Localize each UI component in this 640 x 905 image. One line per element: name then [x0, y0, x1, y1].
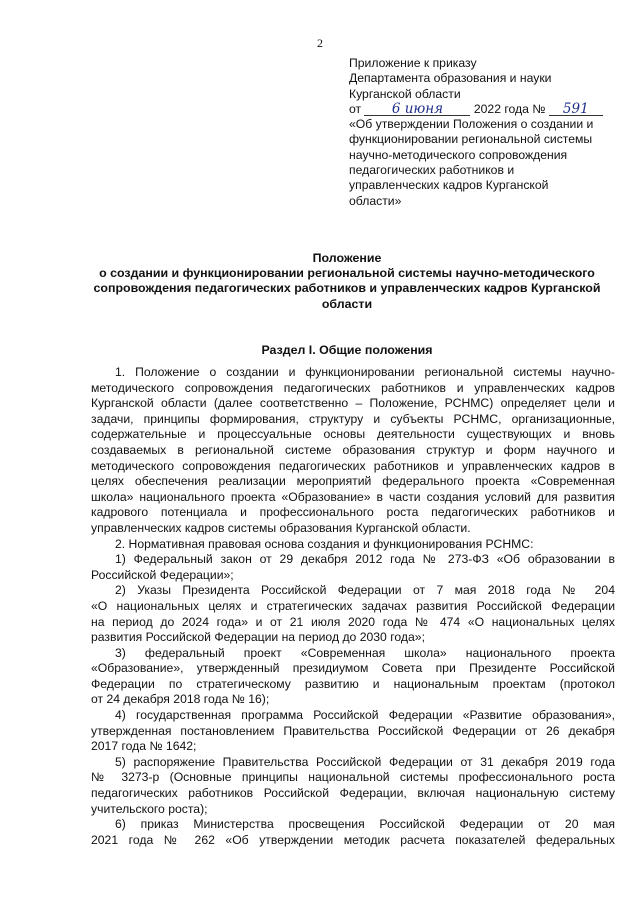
paragraph-line: «Образование», утвержденный президиумом Совета при Президенте Российской: [91, 661, 615, 676]
appendix-line: Курганской области: [349, 86, 461, 101]
paragraph: [91, 552, 615, 583]
paragraph-line: 2021 года № 262 «Об утверждении методик расчета показателей федеральных: [91, 832, 615, 847]
paragraph-line: 4) государственная программа Российской Федерации «Развитие образования»,: [115, 708, 615, 723]
title-line: области: [321, 296, 373, 311]
document-body: [91, 365, 615, 848]
paragraph-line: целях обеспечения реализации мероприятий федерального проекта «Современная: [91, 474, 615, 489]
appendix-subject-line: области»: [349, 193, 402, 208]
section-heading: Раздел I. Общие положения: [261, 343, 433, 357]
paragraph-line: 1. Положение о создании и функционировании региональной системы научно-: [115, 365, 615, 379]
paragraph: [91, 537, 615, 553]
appendix-subject-line: научно-методического сопровождения: [349, 147, 568, 162]
appendix-subject-line: управленческих кадров Курганской: [349, 178, 549, 193]
paragraph-line: методического сопровождения педагогических работников и управленческих кадров в: [91, 458, 615, 473]
paragraph-line: 6) приказ Министерства просвещения Российской Федерации от 20 мая: [115, 817, 615, 832]
date-suffix: 2022 года №: [473, 101, 546, 116]
title-line: сопровождения педагогических работников и управленческих кадров Курганской: [93, 281, 601, 296]
paragraph-line: Федерации по стратегическому развитию и национальным проектам (протокол: [91, 676, 615, 691]
handwritten-date: 6 июня: [364, 103, 470, 116]
document-title: [80, 251, 614, 312]
appendix-line: Департамента образования и науки: [349, 71, 552, 86]
paragraph-line: от 24 декабря 2018 года № 16);: [91, 692, 270, 707]
paragraph-line: управленческих кадров системы образования Курганской области.: [91, 520, 471, 535]
paragraph-line: содержательные и процессуальные основы деятельности существующих и вновь: [91, 427, 615, 442]
paragraph: [91, 708, 615, 755]
appendix-header: [349, 56, 619, 209]
paragraph: [91, 646, 615, 708]
title-line: о создании и функционировании региональной системы научно-методического: [99, 266, 595, 281]
title-line: Положение: [312, 251, 382, 265]
appendix-subject-line: «Об утверждении Положения о создании и: [349, 117, 594, 132]
paragraph-line: создаваемых в региональной системе образования структур и форм научного и: [91, 442, 615, 457]
paragraph-line: методического сопровождения педагогических работников и управленческих кадров: [91, 380, 615, 395]
order-date-number-line: [349, 102, 619, 117]
handwritten-order-number: 591: [549, 103, 603, 116]
paragraph-line: утвержденная постановлением Правительства Российской Федерации от 26 декабря: [91, 723, 615, 738]
appendix-subject-line: педагогических работников и: [349, 163, 515, 178]
paragraph-line: 2) Указы Президента Российской Федерации от 7 мая 2018 года № 204: [115, 583, 615, 598]
paragraph-line: 5) распоряжение Правительства Российской Федерации от 31 декабря 2019 года: [115, 754, 615, 769]
paragraph: [91, 817, 615, 848]
paragraph-line: «О национальных целях и стратегических задачах развития Российской Федерации: [91, 598, 615, 613]
page-number: 2: [317, 36, 323, 50]
paragraph: [91, 583, 615, 645]
paragraph-line: № 3273-р (Основные принципы национальной системы профессионального роста: [91, 770, 615, 785]
paragraph: [91, 755, 615, 817]
appendix-subject-line: функционировании региональной системы: [349, 132, 593, 147]
paragraph-line: 3) федеральный проект «Современная школа» национального проекта: [115, 645, 615, 660]
paragraph-line: 2. Нормативная правовая основа создания и функционирования РСНМС:: [115, 536, 534, 551]
paragraph-line: развития Российской Федерации на период до 2030 года»;: [91, 630, 425, 645]
paragraph-line: 2017 года № 1642;: [91, 739, 197, 754]
paragraph-line: педагогических работников Российской Федерации, включая национальную систему: [91, 786, 615, 801]
date-prefix: от: [349, 101, 362, 116]
paragraph-line: школа» национального проекта «Образование» в части создания условий для развития: [91, 489, 615, 504]
appendix-line: Приложение к приказу: [349, 56, 477, 70]
paragraph-line: Курганской области (далее соответственно – Положение, РСНМС) определяет цели и: [91, 396, 615, 411]
paragraph-line: задачи, принципы формирования, структуру и субъекты РСНМС, организационные,: [91, 411, 615, 426]
paragraph-line: на период до 2024 года» и от 21 июля 2020 года № 474 «О национальных целях: [91, 614, 615, 629]
paragraph-line: учительского роста);: [91, 801, 208, 816]
paragraph: [91, 365, 615, 537]
paragraph-line: кадрового потенциала и профессионального роста педагогических работников и: [91, 505, 615, 520]
paragraph-line: Российской Федерации»;: [91, 567, 234, 582]
paragraph-line: 1) Федеральный закон от 29 декабря 2012 года № 273-ФЗ «Об образовании в: [115, 552, 615, 567]
